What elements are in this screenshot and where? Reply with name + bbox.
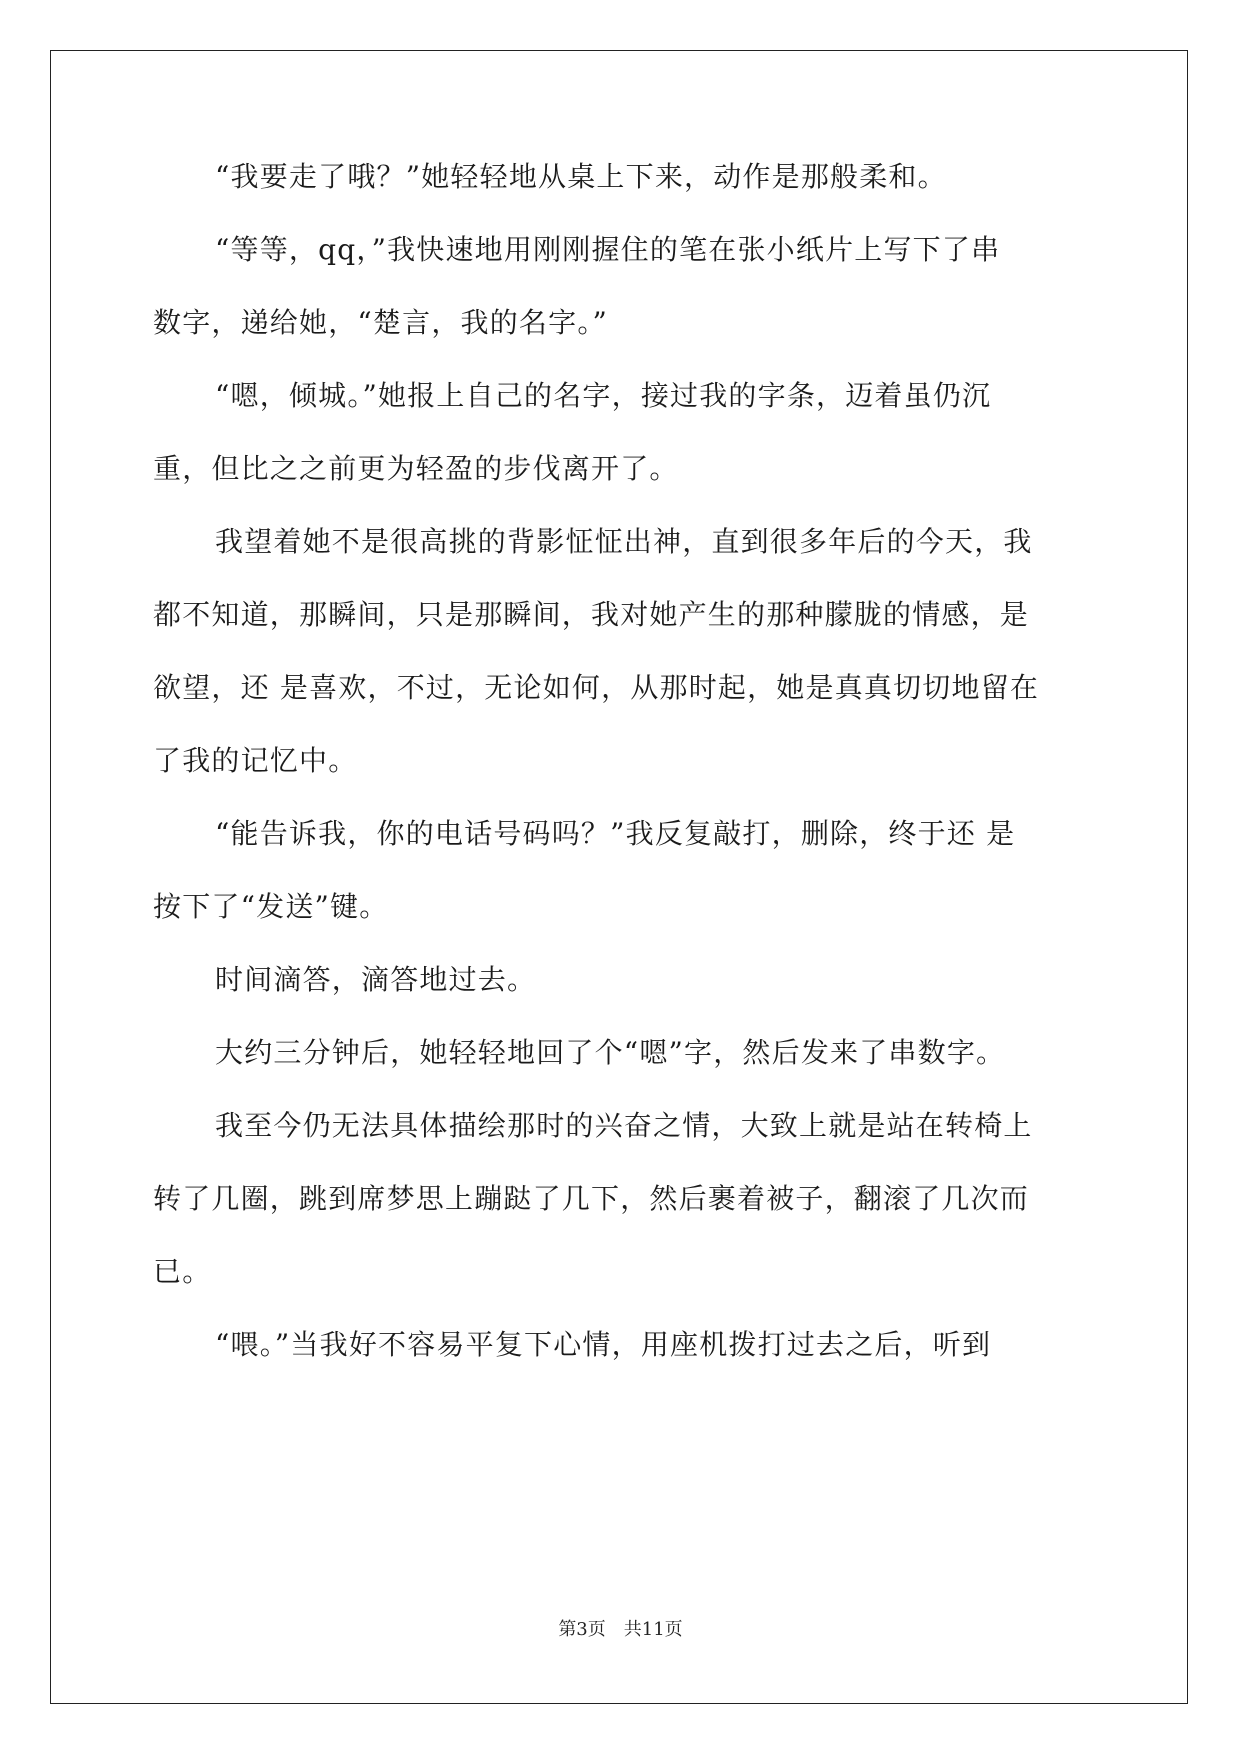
page-border	[50, 50, 1188, 1704]
text-line-12: 时间滴答，滴答地过去。	[215, 963, 537, 996]
text-line-17: “喂。”当我好不容易平复下心情，用座机拨打过去之后，听到	[215, 1328, 992, 1361]
page-number-footer: 第3页 共11页	[558, 1619, 683, 1640]
text-line-15: 转了几圈，跳到席梦思上蹦跶了几下，然后裹着被子，翻滚了几次而	[153, 1182, 1030, 1215]
text-line-14: 我至今仍无法具体描绘那时的兴奋之情，大致上就是站在转椅上	[215, 1109, 1033, 1142]
text-line-8: 欲望，还 是喜欢，不过，无论如何，从那时起，她是真真切切地留在	[153, 671, 1040, 704]
text-line-5: 重，但比之之前更为轻盈的步伐离开了。	[153, 452, 679, 485]
text-line-3: 数字，递给她，“楚言，我的名字。”	[153, 306, 609, 339]
text-line-10: “能告诉我，你的电话号码吗？”我反复敲打，删除，终于还 是	[215, 817, 1016, 850]
text-line-4: “嗯，倾城。”她报上自己的名字，接过我的字条，迈着虽仍沉	[215, 379, 992, 412]
text-line-6: 我望着她不是很高挑的背影怔怔出神，直到很多年后的今天，我	[215, 525, 1033, 558]
text-line-11: 按下了“发送”键。	[153, 890, 389, 923]
text-line-9: 了我的记忆中。	[153, 744, 358, 777]
text-line-16: 已。	[153, 1255, 212, 1288]
text-line-2: “等等，qq，”我快速地用刚刚握住的笔在张小纸片上写下了串	[215, 233, 1001, 266]
text-line-7: 都不知道，那瞬间，只是那瞬间，我对她产生的那种朦胧的情感，是	[153, 598, 1030, 631]
text-line-13: 大约三分钟后，她轻轻地回了个“嗯”字，然后发来了串数字。	[215, 1036, 1006, 1069]
text-line-1: “我要走了哦？”她轻轻地从桌上下来，动作是那般柔和。	[215, 160, 947, 193]
